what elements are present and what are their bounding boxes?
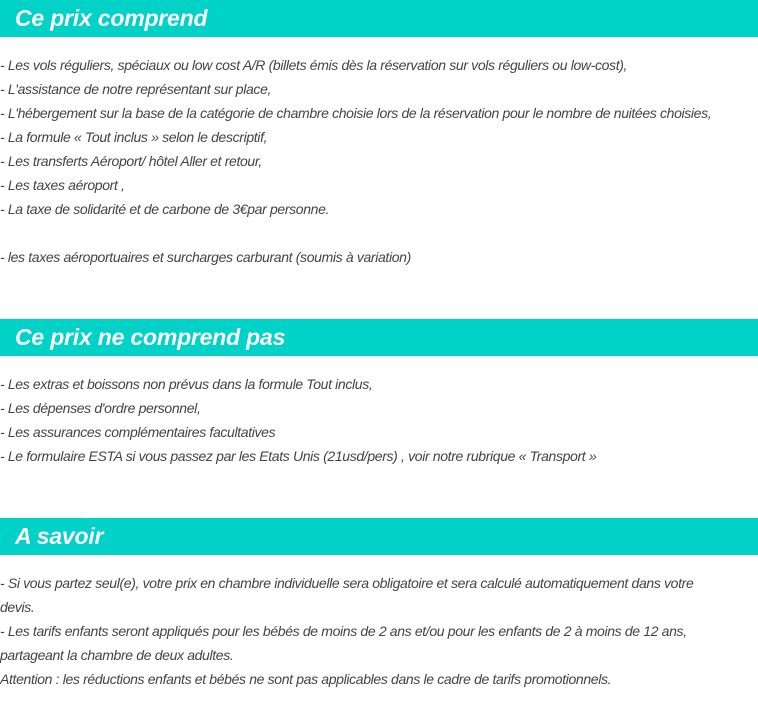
list-item: - les taxes aéroportuaires et surcharges carburant (soumis à variation)	[0, 249, 411, 265]
section-header-not-included: Ce prix ne comprend pas	[0, 319, 758, 356]
list-item: Attention : les réductions enfants et bébés ne sont pas applicables dans le cadre de tarifs promotionnels.	[0, 671, 612, 687]
list-item: - L'hébergement sur la base de la catégorie de chambre choisie lors de la réservation pour le nombre de nuitées choisies,	[0, 105, 712, 121]
spacer-line	[0, 221, 758, 245]
list-item: devis.	[0, 599, 35, 615]
section-body-good-to-know	[0, 571, 758, 691]
section-body-not-included	[0, 372, 758, 468]
list-item: - Les assurances complémentaires facultatives	[0, 424, 276, 440]
list-item: partageant la chambre de deux adultes.	[0, 647, 234, 663]
list-item: - Si vous partez seul(e), votre prix en chambre individuelle sera obligatoire et sera calculé automatiquement dans votre	[0, 575, 694, 591]
list-item: - Les vols réguliers, spéciaux ou low cost A/R (billets émis dès la réservation sur vols réguliers ou low-cost),	[0, 57, 628, 73]
list-item: - Les dépenses d'ordre personnel,	[0, 400, 201, 416]
list-item: - Les transferts Aéroport/ hôtel Aller et retour,	[0, 153, 262, 169]
list-item: - La taxe de solidarité et de carbone de 3€par personne.	[0, 201, 330, 217]
list-item: - Les tarifs enfants seront appliqués pour les bébés de moins de 2 ans et/ou pour les enfants de 2 à moins de 12 ans,	[0, 623, 687, 639]
section-header-good-to-know: A savoir	[0, 518, 758, 555]
list-item: - L'assistance de notre représentant sur place,	[0, 81, 272, 97]
list-item: - Le formulaire ESTA si vous passez par les Etats Unis (21usd/pers) , voir notre rubrique « Transport »	[0, 448, 597, 464]
section-header-included: Ce prix comprend	[0, 0, 758, 37]
section-body-included	[0, 53, 758, 269]
list-item: - La formule « Tout inclus » selon le descriptif,	[0, 129, 268, 145]
list-item: - Les taxes aéroport ,	[0, 177, 125, 193]
list-item: - Les extras et boissons non prévus dans la formule Tout inclus,	[0, 376, 373, 392]
